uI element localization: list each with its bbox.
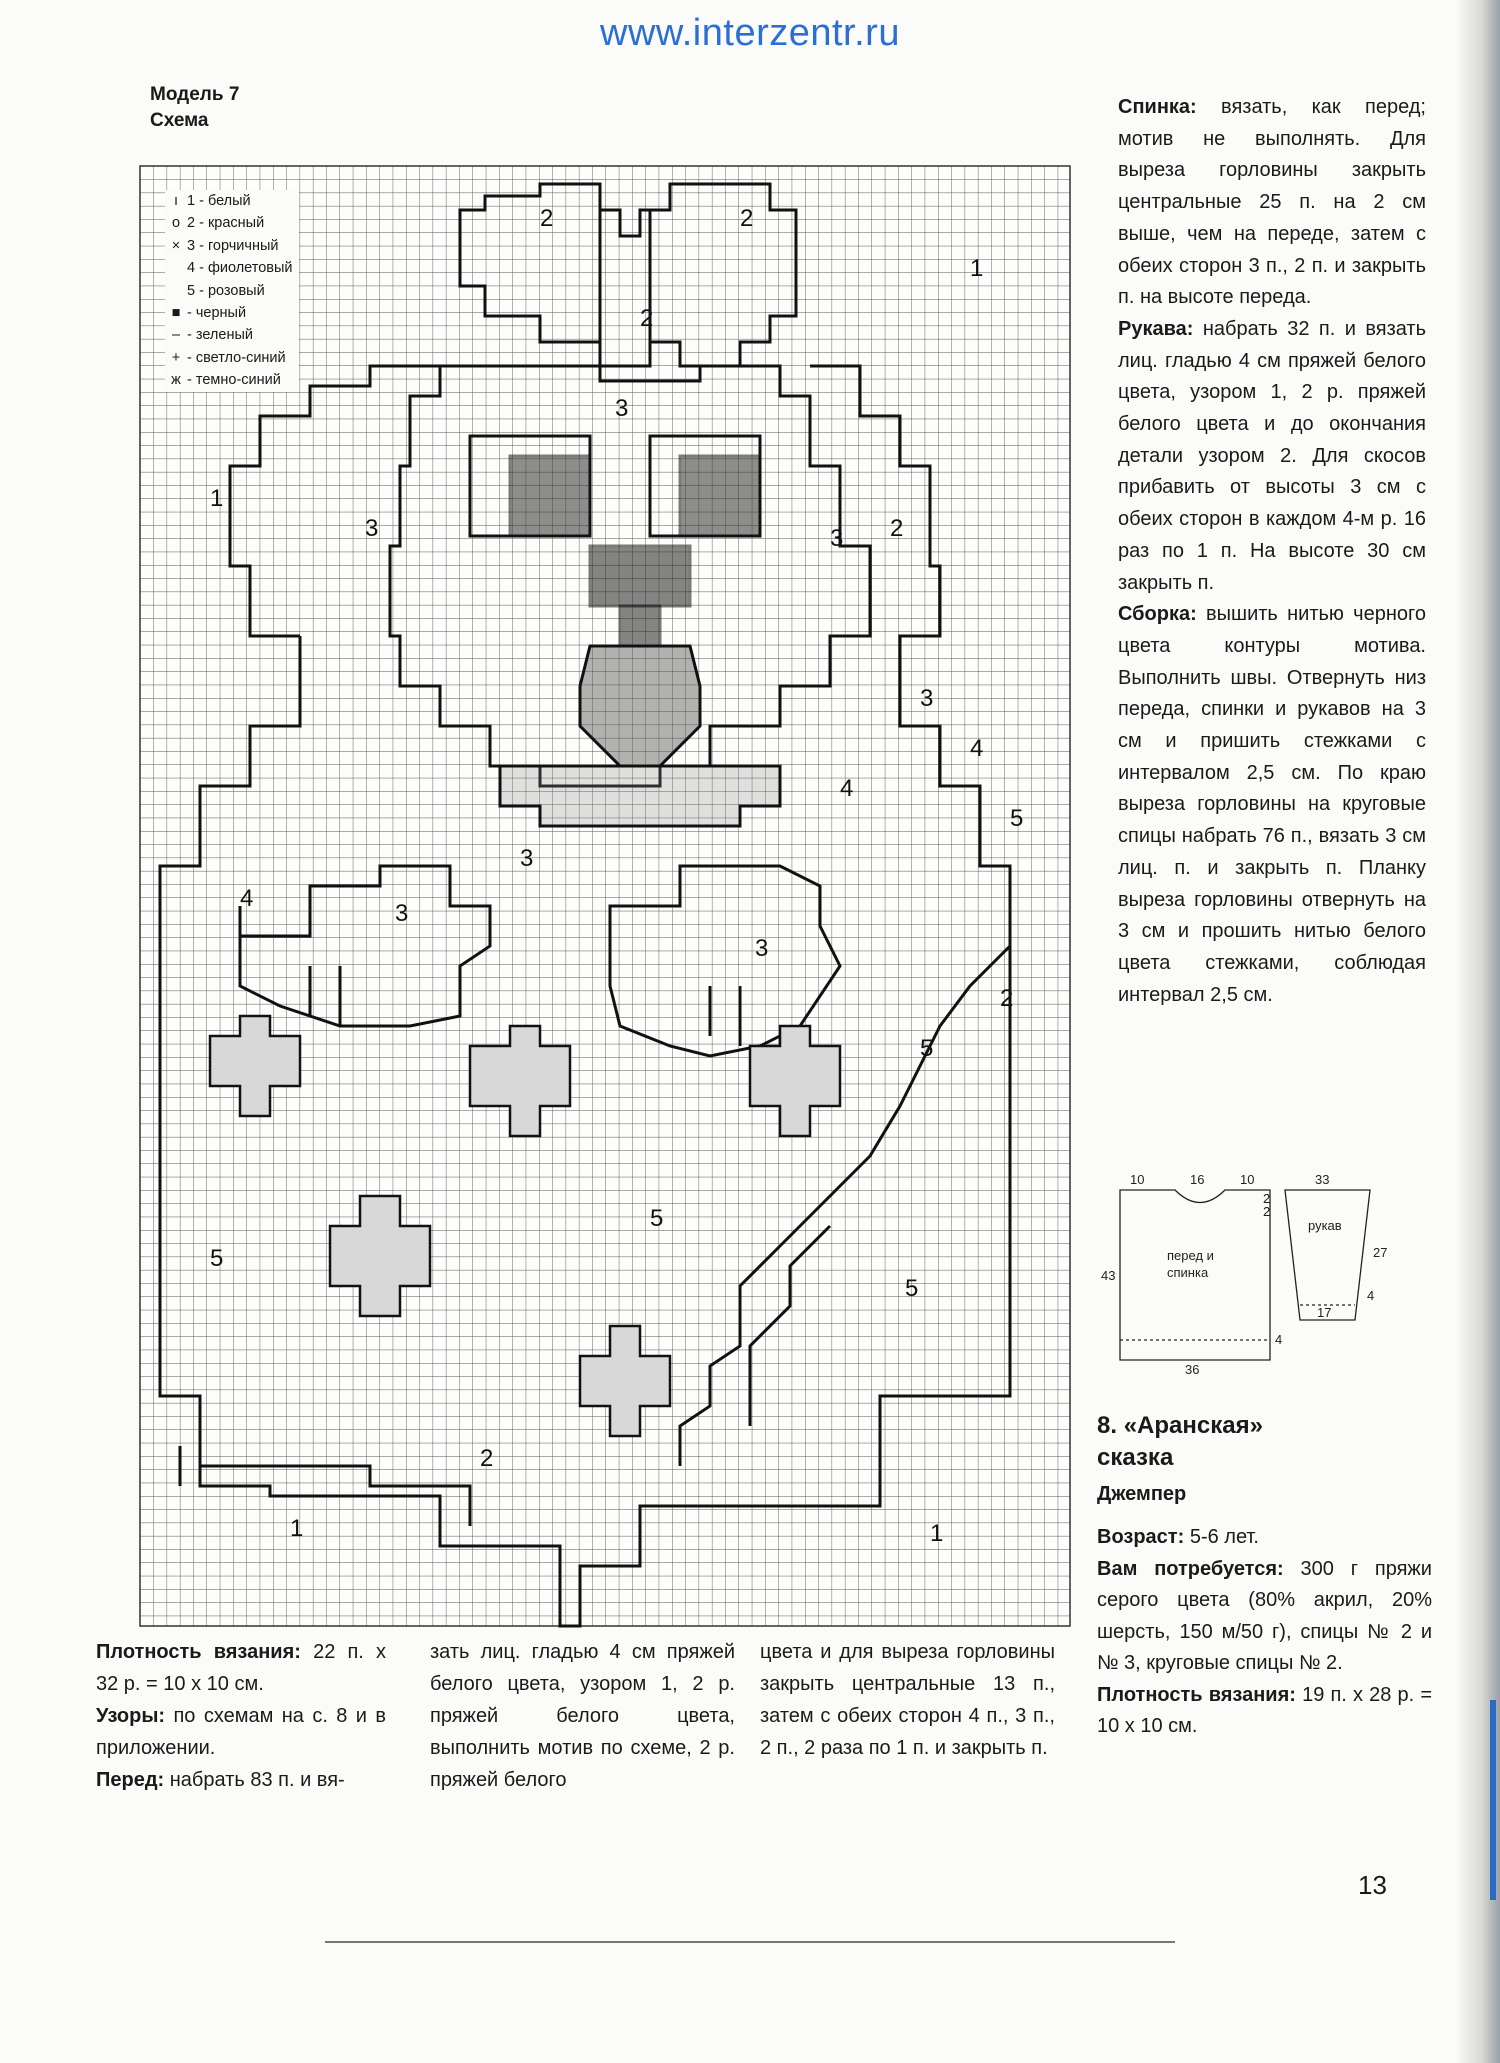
site-url[interactable]: www.interzentr.ru: [600, 12, 900, 54]
svg-text:33: 33: [1315, 1172, 1330, 1187]
sleeves-text: набрать 32 п. и вязать лиц. гладью 4 см пряжей белого цвета, узором 1, 2 р. пряжей белого цвета и до окончания детали узором 2. Для скосов прибавить от высоты 3 см с обеих сторон в каждом 4-м р. 16 раз по 1 п. На высоте 30 см закрыть п.: [1118, 317, 1426, 594]
legend-item: – - зеленый: [171, 327, 253, 344]
instructions-column-2: [430, 1636, 735, 1796]
instructions-right-column: [1118, 92, 1426, 1011]
chart-label: 2: [640, 305, 654, 332]
svg-text:перед и: перед и: [1167, 1248, 1214, 1263]
svg-text:4: 4: [1367, 1288, 1375, 1303]
chart-label: 2: [890, 515, 904, 542]
chart-label: 5: [1010, 805, 1024, 832]
chart-label: 4: [970, 735, 984, 762]
density2-label: Плотность вязания:: [1097, 1683, 1296, 1706]
chart-label: 3: [615, 395, 629, 422]
chart-label: 5: [905, 1275, 919, 1302]
svg-text:27: 27: [1373, 1245, 1388, 1260]
chart-label: 3: [395, 900, 409, 927]
legend-item: 5 - розовый: [187, 282, 265, 299]
svg-text:10: 10: [1240, 1172, 1255, 1187]
footer-divider: [325, 1941, 1175, 1943]
back-label: Спинка:: [1118, 96, 1197, 118]
svg-text:36: 36: [1185, 1362, 1200, 1377]
chart-label: 3: [920, 685, 934, 712]
chart-label: 2: [740, 205, 754, 232]
chart-label: 4: [840, 775, 854, 802]
chart-label: 2: [1000, 985, 1014, 1012]
section-name-2: сказка: [1097, 1444, 1174, 1471]
legend-item: o 2 - красный: [171, 215, 265, 232]
density-label: Плотность вязания:: [96, 1641, 301, 1663]
chart-label: 3: [755, 935, 769, 962]
section-8-heading: [1097, 1410, 1437, 1510]
page-number: 13: [1358, 1870, 1387, 1900]
chart-label: 1: [290, 1515, 304, 1542]
chart-label: 3: [830, 525, 844, 552]
chart-legend: [165, 190, 299, 392]
svg-text:43: 43: [1101, 1268, 1116, 1283]
garment-schematic: [1101, 1170, 1435, 1377]
assembly-label: Сборка:: [1118, 603, 1197, 626]
page-edge-mark: [1490, 1700, 1496, 1900]
svg-text:17: 17: [1317, 1305, 1332, 1320]
legend-item: ı 1 - белый: [173, 193, 251, 209]
svg-text:рукав: рукав: [1308, 1218, 1342, 1233]
density2-text: 19 п. х 28 р. = 10 х 10 см.: [1097, 1683, 1433, 1737]
legend-item: 4 - фиолетовый: [187, 260, 293, 277]
model-subtitle: Схема: [150, 110, 209, 131]
svg-text:2: 2: [1263, 1191, 1271, 1206]
garment-type: Джемпер: [1097, 1483, 1187, 1505]
materials-label: Вам потребуется:: [1097, 1557, 1284, 1580]
back-text: вязать, как перед; мотив не выполнять. Для выреза горловины закрыть центральные 25 п. на 2 см выше, чем на переде, затем с обеих сторон 3 п., 2 п. и закрыть п. на высоте переда.: [1118, 96, 1426, 309]
front-label: Перед:: [96, 1769, 165, 1791]
front-continued-2: цвета и для выреза горловины закрыть центральные 13 п., затем с обеих сторон 4 п., 3 п., 2 п., 2 раза по 1 п. и закрыть п.: [760, 1641, 1055, 1759]
instructions-column-3: [760, 1636, 1055, 1764]
svg-text:16: 16: [1190, 1172, 1205, 1187]
chart-label: 5: [650, 1205, 664, 1232]
age-label: Возраст:: [1097, 1526, 1185, 1548]
front-text: набрать 83 п. и вя-: [164, 1769, 345, 1791]
chart-label: 1: [210, 485, 224, 512]
chart-label: 5: [210, 1245, 224, 1272]
chart-label: 2: [480, 1445, 494, 1472]
legend-item: × 3 - горчичный: [171, 237, 279, 254]
sleeves-label: Рукава:: [1118, 317, 1194, 340]
section-name-1: «Аранская»: [1123, 1412, 1263, 1439]
section-number: 8.: [1097, 1412, 1118, 1439]
section-8-details: [1097, 1522, 1432, 1743]
chart-label: 4: [240, 885, 254, 912]
chart-label: 1: [970, 255, 984, 282]
chart-label: 5: [920, 1035, 934, 1062]
svg-text:4: 4: [1275, 1332, 1283, 1347]
model-title: Модель 7: [150, 84, 240, 105]
legend-item: ■ - черный: [171, 305, 247, 322]
svg-text:спинка: спинка: [1167, 1265, 1209, 1280]
svg-text:2: 2: [1263, 1204, 1271, 1219]
model-heading: [150, 82, 239, 134]
chart-label: 2: [540, 205, 554, 232]
materials-text: 300 г пряжи серого цвета (80% акрил, 20% шерсть, 150 м/50 г), спицы № 2 и № 3, круговые спицы № 2.: [1097, 1557, 1432, 1674]
age-text: 5-6 лет.: [1184, 1526, 1259, 1548]
legend-item: + - светло-синий: [171, 349, 286, 366]
chart-label: 3: [520, 845, 534, 872]
assembly-text: вышить нитью черного цвета контуры мотива. Выполнить швы. Отвернуть низ переда, спинки и рукавов на 3 см и пришить стежками с интервалом 2,5 см. По краю выреза горловины на круговые спицы набрать 76 п., вязать 3 см лиц. п. и закрыть п. Планку выреза горловины отвернуть на 3 см и прошить нитью белого цвета стежками, соблюдая интервал 2,5 см.: [1118, 603, 1426, 1006]
chart-label: 3: [365, 515, 379, 542]
front-continued: зать лиц. гладью 4 см пряжей белого цвета, узором 1, 2 р. пряжей белого цвета, выполнить мотив по схеме, 2 р. пряжей белого: [430, 1641, 735, 1791]
svg-text:10: 10: [1130, 1172, 1145, 1187]
density-text: 22 п. х 32 р. = 10 х 10 см.: [96, 1641, 386, 1695]
instructions-column-1: [96, 1636, 386, 1796]
patterns-text: по схемам на с. 8 и в приложении.: [96, 1705, 386, 1759]
chart-label: 1: [930, 1520, 944, 1547]
patterns-label: Узоры:: [96, 1705, 166, 1727]
legend-item: ж - темно-синий: [171, 372, 281, 389]
